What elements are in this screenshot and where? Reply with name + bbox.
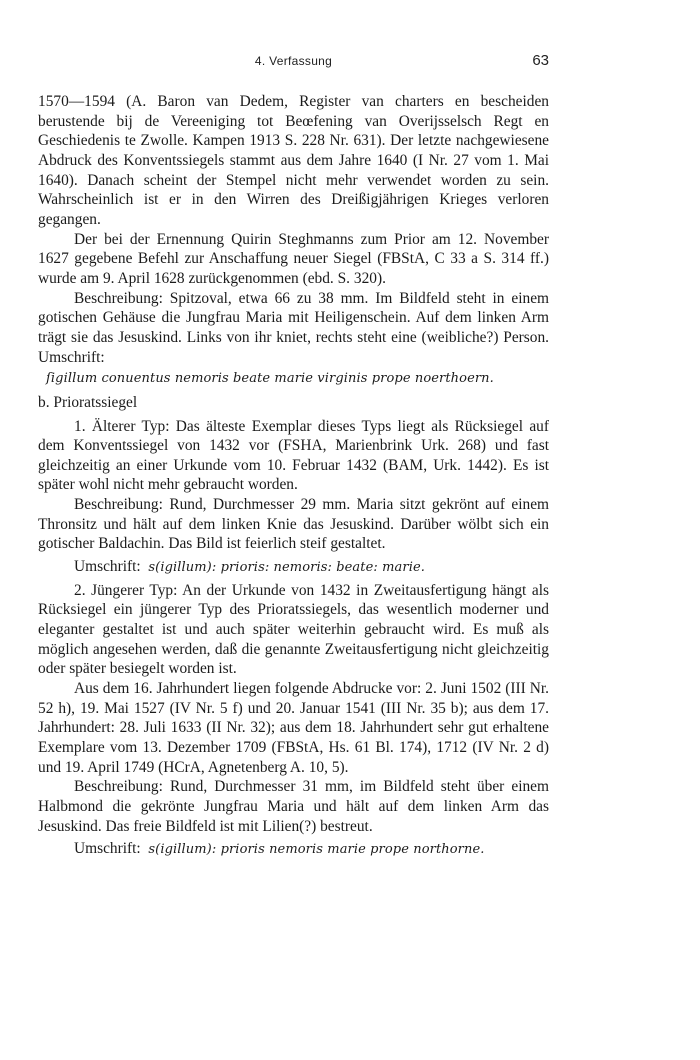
older-type-legend: s(igillum): prioris: nemoris: beate: marie. xyxy=(148,560,425,576)
paragraph-impressions-list: Aus dem 16. Jahrhundert liegen folgende Abdrucke vor: 2. Juni 1502 (III Nr. 52 h), 19. Mai 1527 (IV Nr. 5 f) und 20. Januar 1541 (III Nr. 35 b); aus dem 17. Jahrhundert: 28. Juli 1633 (II Nr. 32); aus dem 18. Jahrhundert sehr gut erhaltene Exemplare vom 13. Dezember 1709 (FBStA, Hs. 61 Bl. 174), 1712 (IV Nr. 2 d) und 19. April 1749 (HCrA, Agnetenberg A. 10, 5). xyxy=(38,680,549,776)
paragraph-convent-seal-description: Beschreibung: Spitzoval, etwa 66 zu 38 mm. Im Bildfeld steht in einem gotischen Gehäuse die Jungfrau Maria mit Heiligenschein. Auf dem linken Arm trägt sie das Jesuskind. Links von ihr kniet, rechts steht eine (weibliche?) Person. Umschrift: xyxy=(38,289,549,366)
paragraph-older-type: 1. Älterer Typ: Das älteste Exemplar dieses Typs liegt als Rücksiegel auf dem Konventssiegel von 1432 vor (FSHA, Marienbrink Urk. 268) und fast gleichzeitig an einer Urkunde vom 10. Februar 1432 (BAM, Urk. 1442). Es ist später wohl nicht mehr gebraucht worden. xyxy=(38,417,549,494)
section-heading-prioratssiegel: b. Prioratssiegel xyxy=(38,393,138,411)
paragraph-younger-type: 2. Jüngerer Typ: An der Urkunde von 1432 in Zweitausfertigung hängt als Rücksiegel ein jüngerer Typ des Prioratssiegels, das wesentlich moderner und eleganter gestaltet ist und auch später weiterhin gebraucht wird. Es muß als möglich angesehen werden, daß die genannte Zweitausfertigung nicht gleichzeitig oder später besiegelt worden ist. xyxy=(38,581,549,678)
older-type-umschrift-line xyxy=(38,557,549,578)
younger-type-umschrift-line xyxy=(38,839,549,860)
umschrift-label: Umschrift: xyxy=(74,558,141,576)
umschrift-label: Umschrift: xyxy=(74,840,141,858)
running-head xyxy=(38,52,549,74)
paragraph-steghmann-order: Der bei der Ernennung Quirin Steghmanns zum Prior am 12. November 1627 gegebene Befehl zur Anschaffung neuer Siegel (FBStA, C 33 a S. 314 ff.) wurde am 9. April 1628 zurückgenommen (ebd. S. 320). xyxy=(38,230,549,287)
paragraph-register-reference: 1570—1594 (A. Baron van Dedem, Register van charters en bescheiden berustende bij de Vereeniging tot Beœfening van Overijsselsch Regt en Geschiedenis te Zwolle. Kampen 1913 S. 228 Nr. 631). Der letzte nachgewiesene Abdruck des Konventssiegels stammt aus dem Jahre 1640 (I Nr. 27 vom 1. Mai 1640). Danach scheint der Stempel nicht mehr verwendet worden zu sein. Wahrscheinlich ist er in den Wirren des Dreißigjährigen Krieges verloren gegangen. xyxy=(38,93,549,228)
page-number: 63 xyxy=(532,52,549,69)
paragraph-older-type-description: Beschreibung: Rund, Durchmesser 29 mm. Maria sitzt gekrönt auf einem Thronsitz und hält auf dem linken Knie das Jesuskind. Darüber wölbt sich ein gotischer Baldachin. Das Bild ist feierlich steif gestaltet. xyxy=(38,496,549,553)
body-text xyxy=(38,92,549,860)
convent-seal-legend: ſigillum conuentus nemoris beate marie virginis prope noerthoern. xyxy=(46,371,494,387)
running-title: 4. Verfassung xyxy=(254,54,333,68)
younger-type-legend: s(igillum): prioris nemoris marie prope northorne. xyxy=(148,842,485,858)
convent-seal-legend-line xyxy=(38,368,549,389)
paragraph-younger-type-description: Beschreibung: Rund, Durchmesser 31 mm, im Bildfeld steht über einem Halbmond die gekrönte Jungfrau Maria und hält auf dem linken Arm das Jesuskind. Das freie Bildfeld ist mit Lilien(?) bestreut. xyxy=(38,778,549,835)
